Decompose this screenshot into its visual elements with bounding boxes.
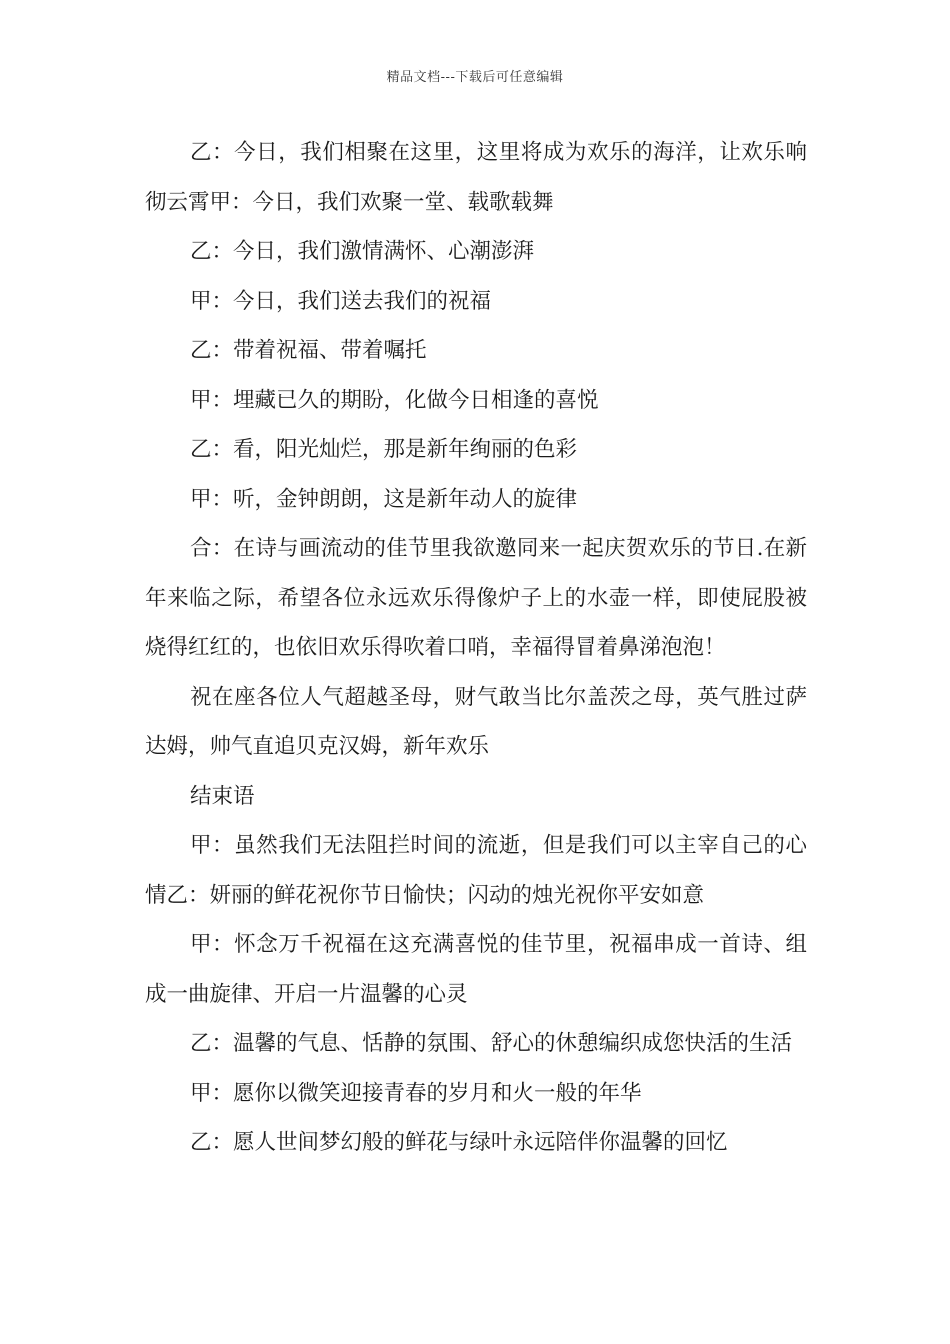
paragraph-11: 甲：虽然我们无法阻拦时间的流逝，但是我们可以主宰自己的心情乙：妍丽的鲜花祝你节日愉快；闪动的烛光祝你平安如意	[145, 833, 807, 908]
paragraph-3: 甲：今日，我们送去我们的祝福	[190, 288, 492, 314]
paragraph-8: 合：在诗与画流动的佳节里我欲邀同来一起庆贺欢乐的节日.在新年来临之际，希望各位永远欢乐得像炉子上的水壶一样，即使屁股被烧得红红的，也依旧欢乐得吹着口哨，幸福得冒着鼻涕泡泡！	[145, 536, 807, 660]
paragraph-13: 乙：温馨的气息、恬静的氛围、舒心的休憩编织成您快活的生活	[190, 1031, 793, 1056]
page-header: 精品文档---下载后可任意编辑	[386, 70, 564, 85]
document-body	[145, 128, 807, 1168]
paragraph-14: 甲：愿你以微笑迎接青春的岁月和火一般的年华	[190, 1080, 642, 1106]
paragraph-1: 乙：今日，我们相聚在这里，这里将成为欢乐的海洋，让欢乐响彻云霄甲：今日，我们欢聚一堂、载歌载舞	[145, 140, 807, 215]
paragraph-2: 乙：今日，我们激情满怀、心潮澎湃	[190, 239, 535, 264]
paragraph-6: 乙：看，阳光灿烂，那是新年绚丽的色彩	[190, 437, 578, 462]
paragraph-15: 乙：愿人世间梦幻般的鲜花与绿叶永远陪伴你温馨的回忆	[190, 1130, 728, 1155]
paragraph-12: 甲：怀念万千祝福在这充满喜悦的佳节里，祝福串成一首诗、组成一曲旋律、开启一片温馨的心灵	[145, 932, 807, 1007]
section-heading-closing: 结束语	[190, 783, 255, 809]
paragraph-4: 乙：带着祝福、带着嘱托	[190, 338, 427, 363]
paragraph-5: 甲：埋藏已久的期盼，化做今日相逢的喜悦	[190, 387, 599, 413]
paragraph-9: 祝在座各位人气超越圣母，财气敢当比尔盖茨之母，英气胜过萨达姆，帅气直追贝克汉姆，新年欢乐	[145, 684, 807, 759]
paragraph-7: 甲：听，金钟朗朗，这是新年动人的旋律	[190, 486, 578, 512]
